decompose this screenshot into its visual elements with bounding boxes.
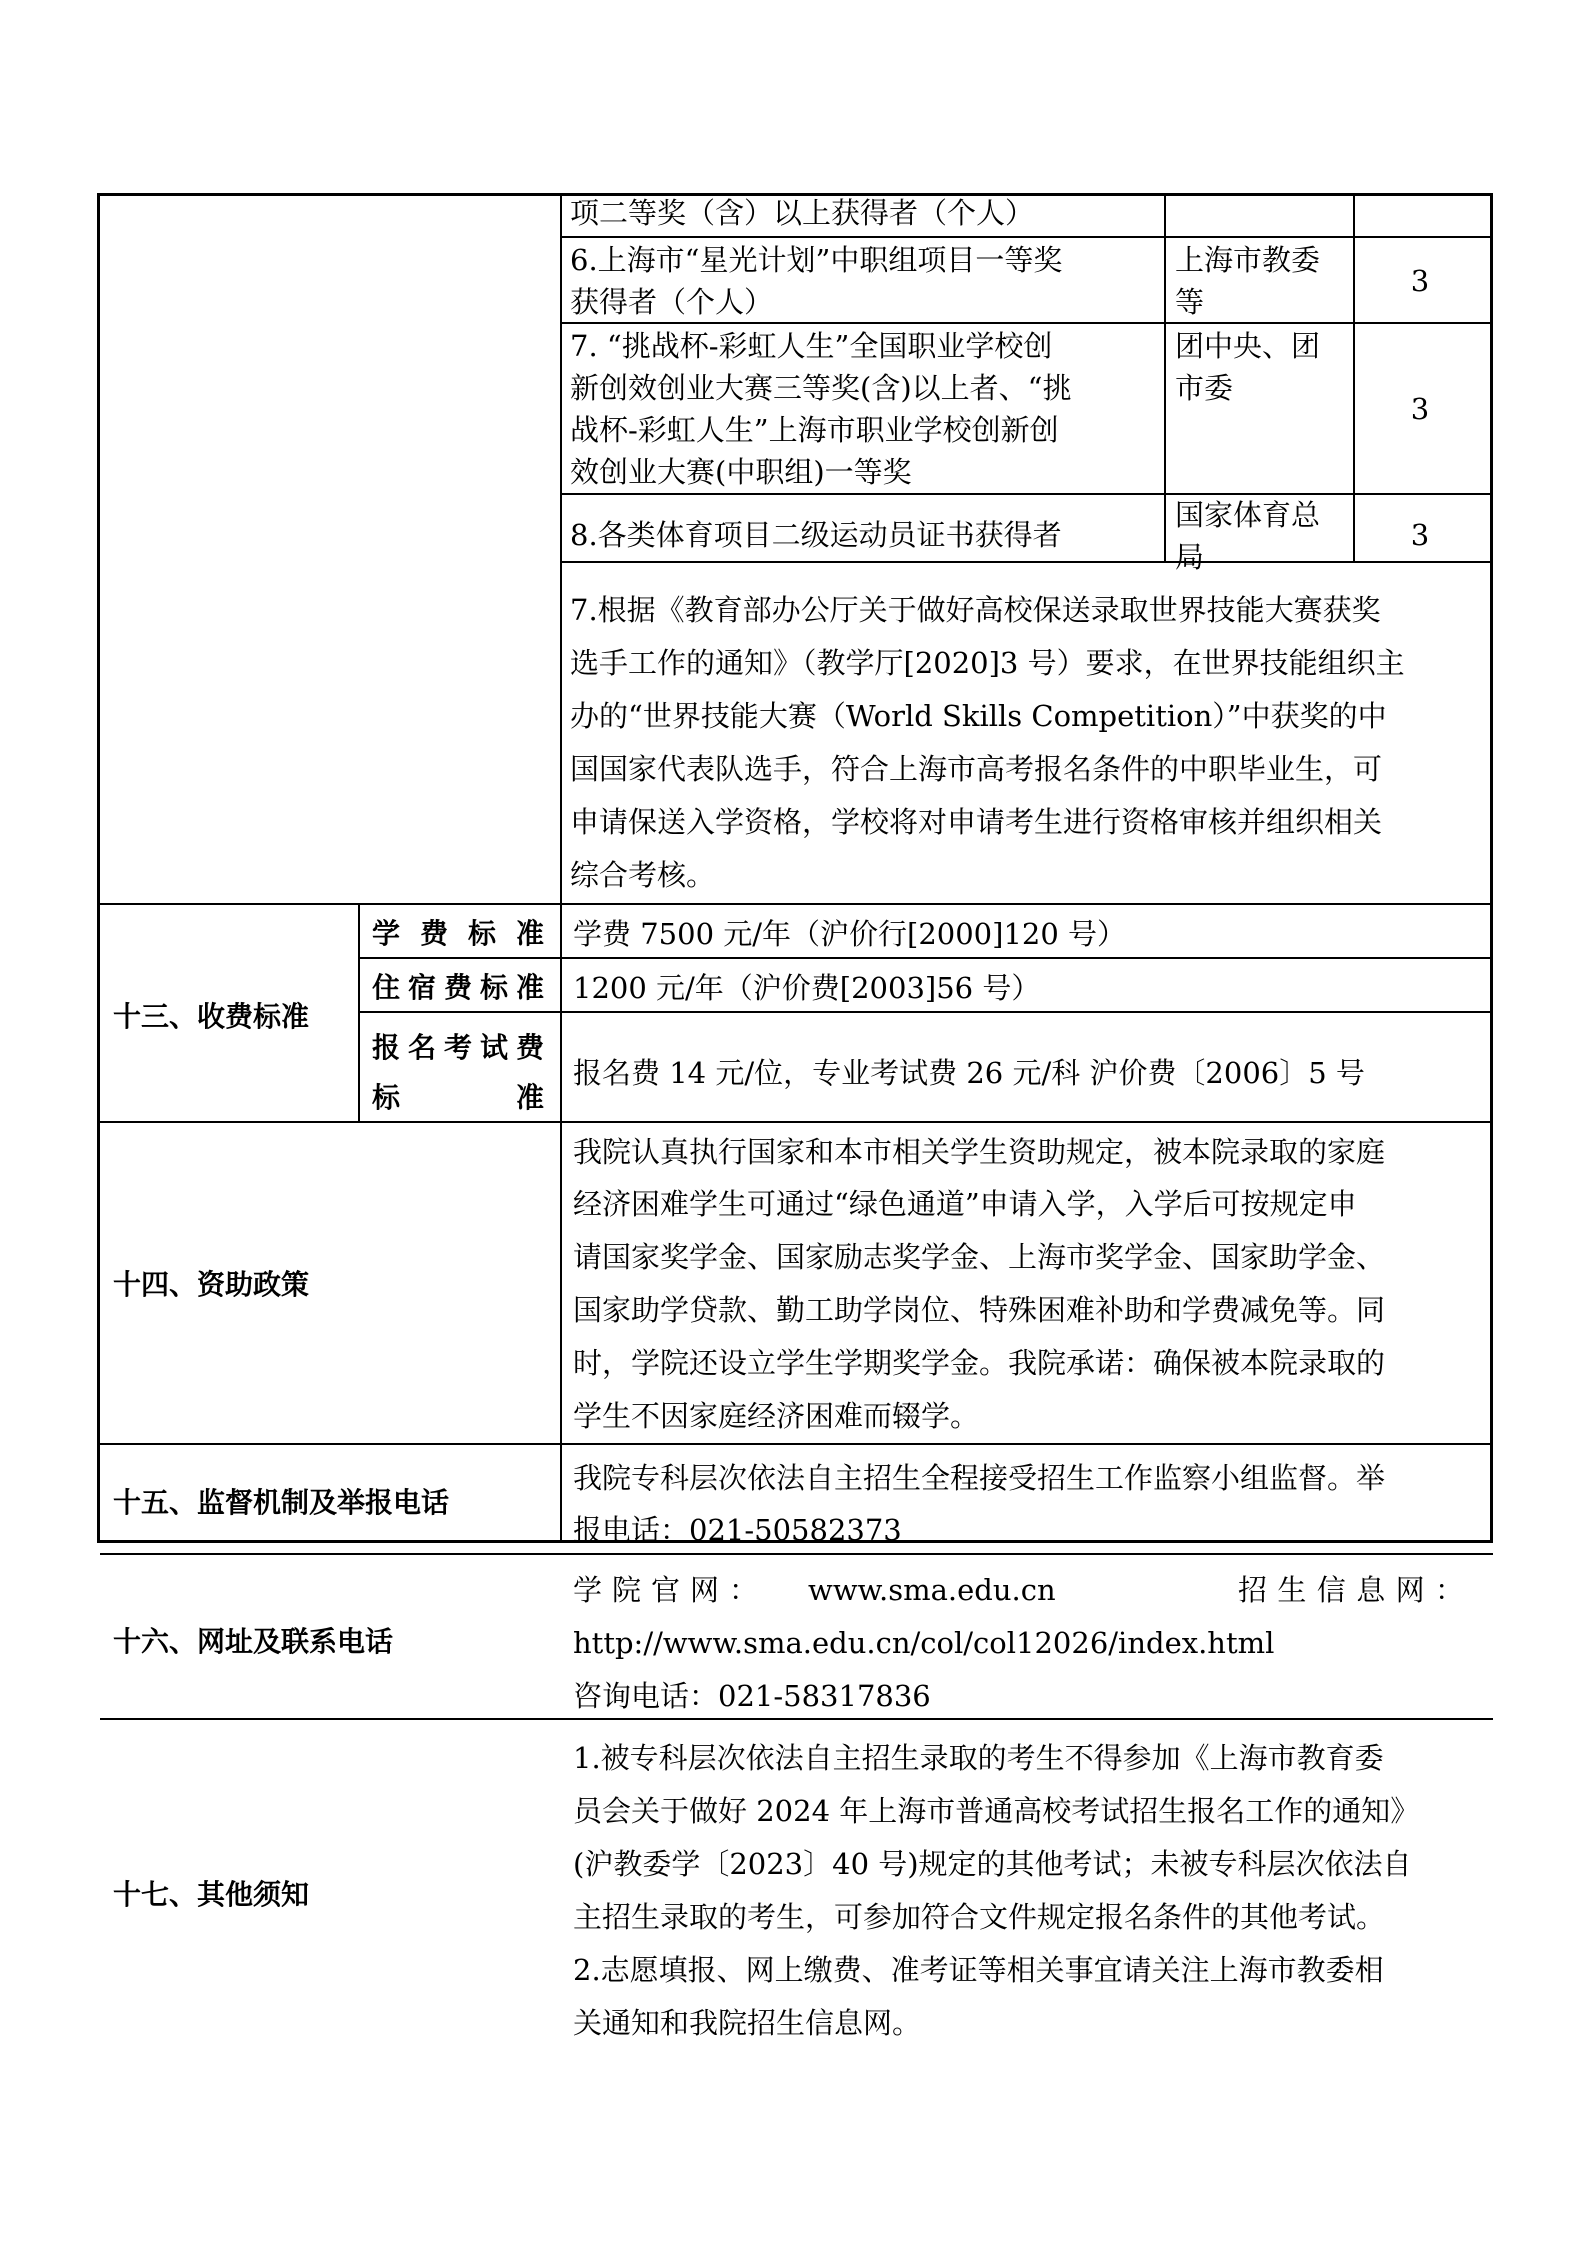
award-row-7-line-4: 效创业大赛(中职组)一等奖	[570, 455, 912, 489]
exam-fee-label-line-1: 报名考试费	[372, 1031, 544, 1064]
award-row-6-line-1: 6.上海市“星光计划”中职组项目一等奖	[570, 243, 1063, 277]
website-url[interactable]: www.sma.edu.cn	[808, 1573, 1056, 1607]
aid-section-title: 十四、资助政策	[113, 1268, 310, 1301]
worldskills-line-1: 7.根据《教育部办公厅关于做好高校保送录取世界技能大赛获奖	[570, 593, 1381, 627]
worldskills-line-6: 综合考核。	[570, 858, 716, 892]
worldskills-line-4: 国国家代表队选手，符合上海市高考报名条件的中职毕业生，可	[570, 752, 1383, 786]
award-row-continued-text: 项二等奖（含）以上获得者（个人）	[570, 196, 1035, 230]
supervision-section-title: 十五、监督机制及举报电话	[113, 1486, 450, 1519]
award-row-7-line-1: 7. “挑战杯-彩虹人生”全国职业学校创	[570, 329, 1053, 363]
aid-line-2: 经济困难学生可通过“绿色通道”申请入学，入学后可按规定申	[573, 1187, 1357, 1221]
supervision-line-1: 我院专科层次依法自主招生全程接受招生工作监察小组监督。举	[573, 1461, 1386, 1495]
exam-fee-label-line-2: 标准	[372, 1081, 544, 1114]
award-row-8-score: 3	[1410, 518, 1430, 552]
supervision-line-2: 报电话：021-50582373	[573, 1513, 902, 1547]
award-row-6-line-2: 获得者（个人）	[570, 285, 774, 319]
award-row-7-line-3: 战杯-彩虹人生”上海市职业学校创新创	[570, 413, 1059, 447]
award-row-6-organizer-2: 等	[1175, 285, 1205, 319]
others-line-4: 主招生录取的考生，可参加符合文件规定报名条件的其他考试。	[573, 1900, 1386, 1934]
award-row-7-line-2: 新创效创业大赛三等奖(含)以上者、“挑	[570, 371, 1072, 405]
fees-section-title: 十三、收费标准	[113, 1000, 310, 1033]
tuition-value: 学费 7500 元/年（沪价行[2000]120 号）	[573, 917, 1127, 951]
admission-site-url[interactable]: http://www.sma.edu.cn/col/col12026/index.html	[573, 1626, 1275, 1660]
worldskills-line-5: 申请保送入学资格，学校将对申请考生进行资格审核并组织相关	[570, 805, 1383, 839]
award-row-8-text: 8.各类体育项目二级运动员证书获得者	[570, 518, 1062, 552]
aid-line-1: 我院认真执行国家和本市相关学生资助规定，被本院录取的家庭	[573, 1135, 1386, 1169]
lodging-label: 住宿费标准	[372, 971, 544, 1004]
lodging-value: 1200 元/年（沪价费[2003]56 号）	[573, 971, 1041, 1005]
consult-phone: 咨询电话：021-58317836	[573, 1679, 931, 1713]
worldskills-line-3: 办的“世界技能大赛（World Skills Competition）”中获奖的中	[570, 699, 1387, 733]
others-line-1: 1.被专科层次依法自主招生录取的考生不得参加《上海市教育委	[573, 1741, 1384, 1775]
aid-line-5: 时，学院还设立学生学期奖学金。我院承诺：确保被本院录取的	[573, 1346, 1386, 1380]
admission-site-label: 招生信息网：	[1238, 1573, 1464, 1607]
award-row-6-organizer-1: 上海市教委	[1175, 243, 1321, 277]
others-section-title: 十七、其他须知	[113, 1878, 310, 1911]
aid-line-4: 国家助学贷款、勤工助学岗位、特殊困难补助和学费减免等。同	[573, 1293, 1386, 1327]
award-row-8-organizer-1: 国家体育总	[1175, 498, 1321, 532]
website-label: 学院官网：	[573, 1573, 758, 1607]
others-line-6: 关通知和我院招生信息网。	[573, 2006, 922, 2040]
aid-line-3: 请国家奖学金、国家励志奖学金、上海市奖学金、国家助学金、	[573, 1240, 1386, 1274]
tuition-label: 学费标准	[372, 917, 544, 950]
award-row-8-organizer-2: 局	[1175, 540, 1205, 574]
others-line-5: 2.志愿填报、网上缴费、准考证等相关事宜请关注上海市教委相	[573, 1953, 1384, 1987]
award-row-6-score: 3	[1410, 264, 1430, 298]
award-row-7-score: 3	[1410, 392, 1430, 426]
contact-section-title: 十六、网址及联系电话	[113, 1625, 394, 1658]
aid-line-6: 学生不因家庭经济困难而辍学。	[573, 1399, 980, 1433]
exam-fee-value: 报名费 14 元/位，专业考试费 26 元/科 沪价费〔2006〕5 号	[573, 1056, 1365, 1090]
worldskills-line-2: 选手工作的通知》（教学厅[2020]3 号）要求，在世界技能组织主	[570, 646, 1405, 680]
award-row-7-organizer-1: 团中央、团	[1175, 329, 1321, 363]
others-line-3: (沪教委学〔2023〕40 号)规定的其他考试；未被专科层次依法自	[573, 1847, 1412, 1881]
others-line-2: 员会关于做好 2024 年上海市普通高校考试招生报名工作的通知》	[573, 1794, 1420, 1828]
award-row-7-organizer-2: 市委	[1175, 371, 1234, 405]
